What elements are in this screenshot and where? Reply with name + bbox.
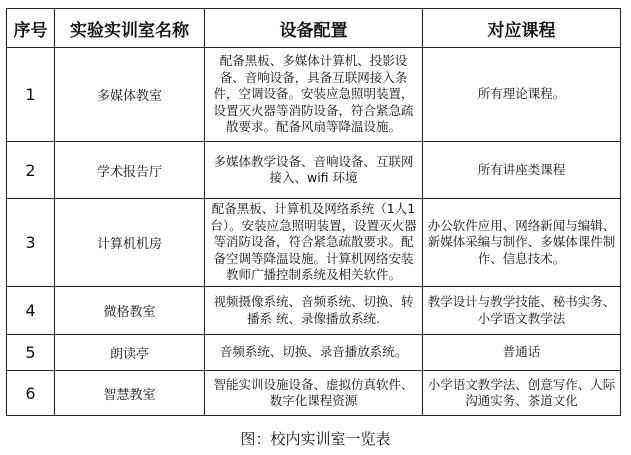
table-caption: 图：校内实训室一览表 [240, 430, 391, 448]
row-course: 所有讲座类课程 [423, 142, 621, 199]
table-row [7, 199, 621, 287]
header-equipment: 设备配置 [205, 9, 423, 48]
row-no: 4 [7, 287, 55, 335]
row-course: 教学设计与教学技能、秘书实务、小学语文教学法 [423, 287, 621, 335]
table-row [7, 142, 621, 199]
row-no: 6 [7, 371, 55, 416]
row-no: 2 [7, 142, 55, 199]
row-course: 小学语文教学法、创意写作、人际沟通实务、茶道文化 [423, 371, 621, 416]
row-equipment: 多媒体教学设备、音响设备、互联网接入、wifi 环境 [205, 142, 423, 199]
row-equipment: 配备黑板、多媒体计算机、投影设备、音响设备，具备互联网接入条件，空调设备。安装应急照明装置，设置灭火器等消防设备，符合紧急疏散要求。配备风扇等降温设施。 [205, 48, 423, 142]
row-no: 1 [7, 48, 55, 142]
table-row [7, 335, 621, 371]
header-row [7, 9, 621, 48]
header-no: 序号 [7, 9, 55, 48]
row-no: 3 [7, 199, 55, 287]
row-room-name: 智慧教室 [55, 371, 205, 416]
header-course: 对应课程 [423, 9, 621, 48]
row-equipment: 智能实训设施设备、虚拟仿真软件、数字化课程资源 [205, 371, 423, 416]
table-row [7, 48, 621, 142]
row-room-name: 计算机机房 [55, 199, 205, 287]
table-row [7, 371, 621, 416]
row-no: 5 [7, 335, 55, 371]
header-room-name: 实验实训室名称 [55, 9, 205, 48]
lab-table [6, 8, 621, 416]
table-row [7, 287, 621, 335]
row-equipment: 配备黑板、计算机及网络系统（1人1台）。安装应急照明装置，设置灭火器等消防设备，符合紧急疏散要求。配备空调等降温设施。计算机网络安装教师广播控制系统及相关软件。 [205, 199, 423, 287]
row-course: 所有理论课程。 [423, 48, 621, 142]
row-equipment: 视频摄像系统、音频系统、切换、转播系 统、录像播放系统. [205, 287, 423, 335]
row-room-name: 多媒体教室 [55, 48, 205, 142]
row-course: 办公软件应用、网络新闻与编辑、新媒体采编与制作、多媒体课件制作、信息技术。 [423, 199, 621, 287]
row-room-name: 学术报告厅 [55, 142, 205, 199]
row-course: 普通话 [423, 335, 621, 371]
row-equipment: 音频系统、切换、录音播放系统。 [205, 335, 423, 371]
row-room-name: 朗读亭 [55, 335, 205, 371]
row-room-name: 微格教室 [55, 287, 205, 335]
